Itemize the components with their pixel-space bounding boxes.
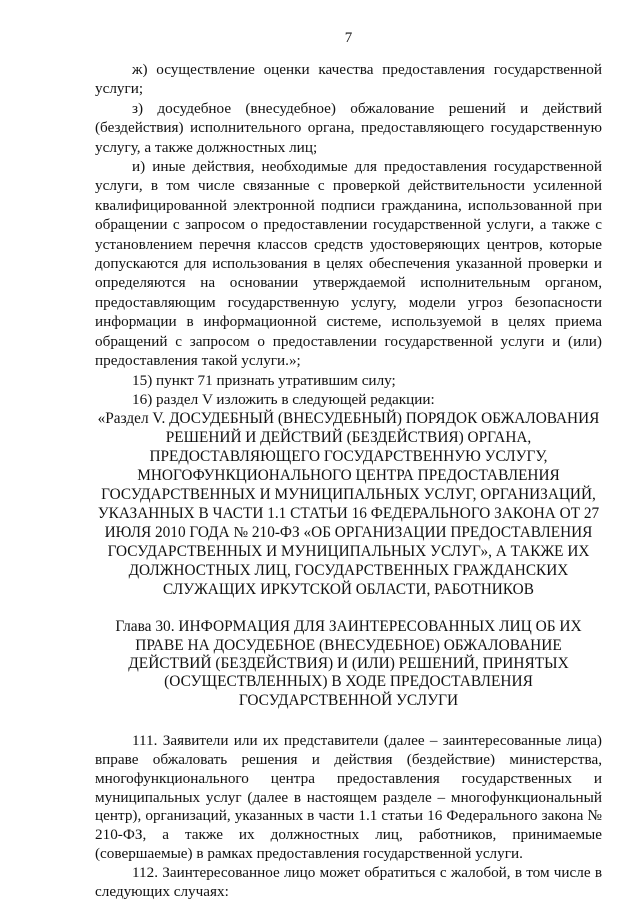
amendment-list [95, 60, 602, 409]
page-number: 7 [344, 30, 353, 46]
document-page [95, 0, 602, 905]
document-content [95, 60, 602, 902]
paragraph-i: и) иные действия, необходимые для предоставления государственной услуги, в том числе связанные с проверкой действительности усиленной квалифицированной электронной подписи гражданина, использованной при обращении с запросом о предоставлении государственной услуги, а также с установлением перечня классов средств удостоверяющих центров, которые допускаются для использования в целях обеспечения указанной проверки и определяются на основании утверждаемой исполнительным органом, предоставляющим государственную услугу, модели угроз безопасности информации в информационной системе, используемой в целях приема обращений с запросом о предоставлении государственной услуги и (или) предоставления такой услуги.»; [95, 158, 602, 370]
paragraph-z: з) досудебное (внесудебное) обжалование решений и действий (бездействия) исполнительного органа, предоставляющего государственную услугу, а также должностных лиц; [95, 99, 602, 156]
paragraph-item-16: 16) раздел V изложить в следующей редакции: [132, 390, 435, 408]
paragraph-item-15: 15) пункт 71 признать утратившим силу; [132, 371, 396, 389]
chapter-body [95, 732, 602, 902]
paragraph-111: 111. Заявители или их представители (далее – заинтересованные лица) вправе обжаловать решения и действия (бездействие) министерства, многофункционального центра предоставления государственных и муниципальных услуг (далее в настоящем разделе – многофункциональный центр), организаций, указанных в части 1.1 статьи 16 Федерального закона № 210-ФЗ, а также их должностных лиц, работников, принимаемые (совершаемые) в рамках предоставления государственной услуги. [95, 731, 602, 863]
paragraph-112: 112. Заинтересованное лицо может обратиться с жалобой, в том числе в следующих случаях: [95, 864, 602, 901]
paragraph-zh: ж) осуществление оценки качества предоставления государственной услуги; [95, 61, 602, 98]
section-title: «Раздел V. ДОСУДЕБНЫЙ (ВНЕСУДЕБНЫЙ) ПОРЯДОК ОБЖАЛОВАНИЯ РЕШЕНИЙ И ДЕЙСТВИЙ (БЕЗДЕЙСТВИЯ) ОРГАНА, ПРЕДОСТАВЛЯЮЩЕГО ГОСУДАРСТВЕННУЮ УСЛУГУ, МНОГОФУНКЦИОНАЛЬНОГО ЦЕНТРА ПРЕДОСТАВЛЕНИЯ ГОСУДАРСТВЕННЫХ И МУНИЦИПАЛЬНЫХ УСЛУГ, ОРГАНИЗАЦИЙ, УКАЗАННЫХ В ЧАСТИ 1.1 СТАТЬИ 16 ФЕДЕРАЛЬНОГО ЗАКОНА ОТ 27 ИЮЛЯ 2010 ГОДА № 210-ФЗ «ОБ ОРГАНИЗАЦИИ ПРЕДОСТАВЛЕНИЯ ГОСУДАРСТВЕННЫХ И МУНИЦИПАЛЬНЫХ УСЛУГ», А ТАКЖЕ ИХ ДОЛЖНОСТНЫХ ЛИЦ, ГОСУДАРСТВЕННЫХ ГРАЖДАНСКИХ СЛУЖАЩИХ ИРКУТСКОЙ ОБЛАСТИ, РАБОТНИКОВ [97, 410, 600, 599]
chapter-title: Глава 30. ИНФОРМАЦИЯ ДЛЯ ЗАИНТЕРЕСОВАННЫХ ЛИЦ ОБ ИХ ПРАВЕ НА ДОСУДЕБНОЕ (ВНЕСУДЕБНОЕ) ОБЖАЛОВАНИЕ ДЕЙСТВИЙ (БЕЗДЕЙСТВИЯ) И (ИЛИ) РЕШЕНИЙ, ПРИНЯТЫХ (ОСУЩЕСТВЛЕННЫХ) В ХОДЕ ПРЕДОСТАВЛЕНИЯ ГОСУДАРСТВЕННОЙ УСЛУГИ [115, 618, 582, 709]
